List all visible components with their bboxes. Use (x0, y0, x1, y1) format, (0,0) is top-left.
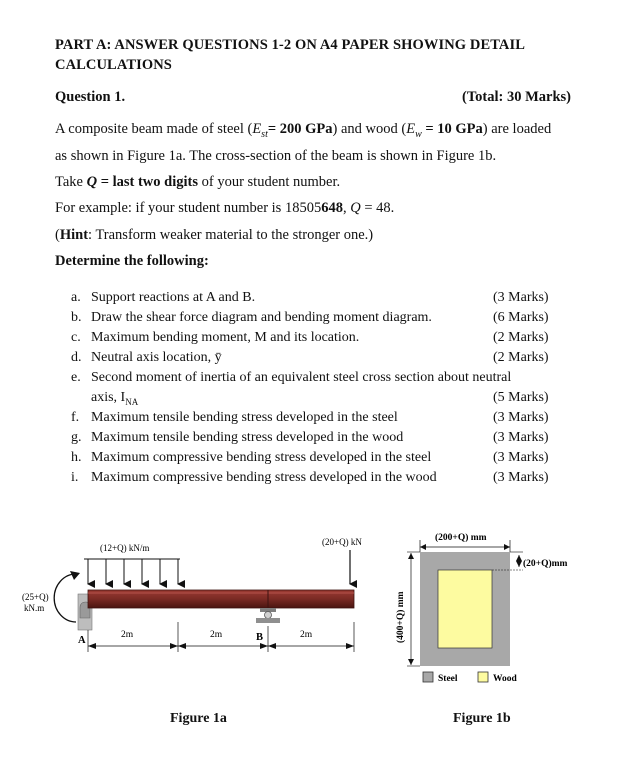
para-text: : Transform weaker material to the stronger one.) (88, 227, 374, 243)
item-text: Maximum tensile bending stress developed in the steel (91, 410, 398, 425)
hint-label: Hint (59, 227, 89, 243)
width-label: (200+Q) mm (435, 533, 487, 543)
list-item (55, 368, 580, 408)
para-text: For example: if your student number is 18505 (55, 200, 322, 216)
item-letter: c. (71, 330, 81, 345)
item-text: Maximum compressive bending stress developed in the steel (91, 450, 432, 465)
item-letter: b. (71, 310, 82, 325)
list-item (55, 348, 580, 368)
symbol: Q (350, 200, 361, 216)
udl-label: (12+Q) kN/m (100, 543, 150, 553)
item-marks: (2 Marks) (493, 330, 549, 345)
list-item (55, 408, 580, 428)
item-letter: a. (71, 290, 81, 305)
legend-wood-label: Wood (493, 674, 517, 684)
item-letter: e. (71, 370, 81, 385)
item-marks: (2 Marks) (493, 350, 549, 365)
symbol: Q (86, 174, 98, 190)
item-marks: (5 Marks) (493, 390, 549, 405)
para-line-2: as shown in Figure 1a. The cross-section of the beam is shown in Figure 1b. (55, 148, 497, 164)
legend-steel-label: Steel (438, 674, 458, 684)
para-text: A composite beam made of steel ( (55, 121, 253, 137)
support-b-label: B (256, 632, 264, 643)
para-text: Take (55, 174, 87, 190)
list-item (55, 468, 580, 488)
para-line-1 (55, 121, 551, 140)
item-marks: (3 Marks) (493, 450, 549, 465)
item-text: Support reactions at A and B. (91, 290, 256, 305)
item-marks: (6 Marks) (493, 310, 549, 325)
span-3-label: 2m (300, 630, 313, 640)
para-text: ) are loaded (482, 121, 552, 137)
symbol: E (406, 121, 416, 137)
para-line-5 (55, 227, 373, 244)
para-line-6: Determine the following: (55, 253, 209, 269)
task-list (55, 288, 580, 488)
para-text: ( (55, 227, 60, 243)
para-line-4 (55, 200, 394, 217)
symbol: E (252, 121, 262, 137)
figure-1b-cross-section (385, 525, 620, 695)
item-marks: (3 Marks) (493, 410, 549, 425)
item-letter: i. (71, 470, 79, 485)
item-marks: (3 Marks) (493, 470, 549, 485)
wood-section (438, 570, 492, 648)
support-b-roller (265, 612, 272, 619)
moment-arrowhead (70, 571, 80, 580)
item-text-cont: axis, I (91, 390, 126, 405)
value-bold: 648 (321, 200, 343, 216)
list-item (55, 308, 580, 328)
list-item (55, 288, 580, 308)
symbol-sub: st (261, 128, 268, 140)
list-item (55, 428, 580, 448)
symbol-sub: w (415, 128, 422, 140)
moment-arc (54, 574, 76, 622)
support-b-base (256, 618, 280, 623)
item-text: Maximum bending moment, M and its location. (91, 330, 360, 345)
item-letter: g. (71, 430, 82, 445)
heading-line-1: PART A: ANSWER QUESTIONS 1-2 ON A4 PAPER SHOWING DETAIL (55, 37, 526, 53)
list-item (55, 448, 580, 468)
figure-1a-beam-diagram (20, 522, 380, 672)
span-1-label: 2m (121, 630, 134, 640)
moment-label-2: kN.m (24, 603, 45, 613)
item-text: Maximum compressive bending stress developed in the wood (91, 470, 437, 485)
legend-steel-swatch (423, 672, 433, 682)
heading-line-2: CALCULATIONS (55, 57, 172, 73)
legend-wood-swatch (478, 672, 488, 682)
para-text: of your student number. (197, 174, 341, 190)
support-a-label: A (78, 635, 86, 646)
item-text: Draw the shear force diagram and bending moment diagram. (91, 310, 432, 325)
item-marks: (3 Marks) (493, 430, 549, 445)
moment-label-1: (25+Q) (22, 592, 49, 602)
figure-1a-caption: Figure 1a (170, 711, 227, 726)
part-heading (55, 35, 595, 75)
value-bold: = last two digits (97, 174, 198, 190)
question-total: (Total: 30 Marks) (461, 89, 571, 105)
para-text: , (342, 200, 351, 216)
item-text: Maximum tensile bending stress developed in the wood (91, 430, 404, 445)
value-bold: = 200 GPa (267, 121, 333, 137)
para-line-3 (55, 174, 340, 191)
span-2-label: 2m (210, 630, 223, 640)
item-marks: (3 Marks) (493, 290, 549, 305)
thickness-label: (20+Q)mm (523, 559, 568, 569)
para-text: = 48. (360, 200, 395, 216)
list-item (55, 328, 580, 348)
height-label: (400+Q) mm (396, 591, 406, 643)
symbol-sub: NA (125, 396, 139, 407)
item-letter: f. (71, 410, 80, 425)
item-text: Neutral axis location, ȳ (91, 350, 222, 365)
item-letter: d. (71, 350, 82, 365)
udl-arrows (84, 559, 180, 584)
value-bold: = 10 GPa (421, 121, 483, 137)
para-text: ) and wood ( (332, 121, 407, 137)
point-load-label: (20+Q) kN (322, 537, 362, 547)
item-letter: h. (71, 450, 82, 465)
item-text: Second moment of inertia of an equivalent steel cross section about neutral (91, 370, 512, 385)
question-title: Question 1. (55, 89, 126, 105)
figure-1b-caption: Figure 1b (453, 711, 511, 726)
